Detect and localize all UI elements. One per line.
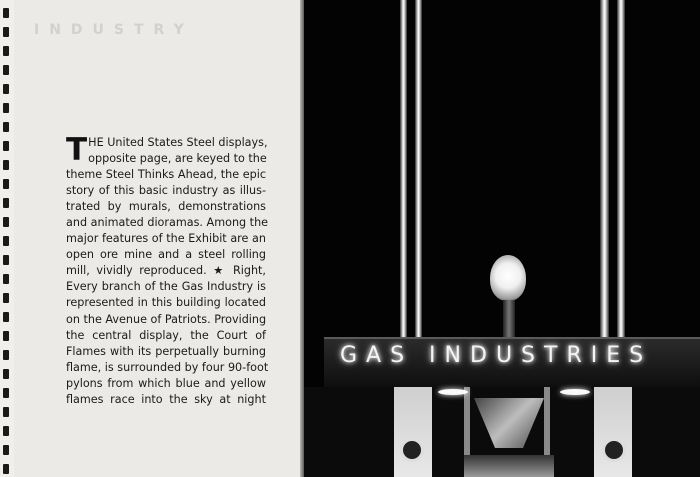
- text-line: major features of the Exhibit are an: [66, 232, 266, 246]
- text-line: theme Steel Thinks Ahead, the epic: [66, 168, 266, 182]
- entrance-floor: [464, 455, 554, 477]
- court-of-flames-flame: [490, 255, 526, 301]
- text-line: story of this basic industry as illus-: [66, 184, 266, 198]
- pylon-left-inner: [415, 0, 422, 340]
- show-through-heading: INDUSTRY: [34, 22, 194, 38]
- porthole-window: [400, 438, 424, 462]
- building-sign: GAS INDUSTRIES: [340, 343, 653, 368]
- pylon-left-outer: [400, 0, 407, 340]
- spiral-binding: [0, 0, 14, 477]
- binding-hole: [3, 464, 9, 474]
- ceiling-light: [560, 389, 590, 395]
- right-page-photo: [304, 0, 700, 477]
- pylon-right-inner: [600, 0, 609, 340]
- porthole-window: [602, 438, 626, 462]
- binding-hole: [3, 388, 9, 398]
- binding-hole: [3, 103, 9, 113]
- binding-hole: [3, 255, 9, 265]
- binding-hole: [3, 160, 9, 170]
- text-line: opposite page, are keyed to the: [88, 152, 267, 166]
- binding-hole: [3, 426, 9, 436]
- text-line: HE United States Steel displays,: [88, 136, 268, 149]
- pylon-right-outer: [617, 0, 625, 340]
- text-line: mill, vividly reproduced. ★ Right,: [66, 264, 266, 278]
- binding-hole: [3, 198, 9, 208]
- text-line: Every branch of the Gas Industry is: [66, 280, 266, 294]
- binding-hole: [3, 293, 9, 303]
- binding-hole: [3, 312, 9, 322]
- text-line: represented in this building located: [66, 296, 266, 310]
- text-line: flames race into the sky at night: [66, 392, 266, 406]
- facade-wall-right: [594, 387, 632, 477]
- binding-hole: [3, 369, 9, 379]
- binding-hole: [3, 122, 9, 132]
- drop-cap: T: [66, 132, 88, 168]
- ceiling-light: [438, 389, 468, 395]
- binding-hole: [3, 27, 9, 37]
- binding-hole: [3, 141, 9, 151]
- text-line: the central display, the Court of: [66, 328, 266, 342]
- binding-hole: [3, 179, 9, 189]
- flame-burner: [503, 300, 515, 338]
- facade-wall-left: [394, 387, 432, 477]
- binding-hole: [3, 217, 9, 227]
- body-text: [66, 132, 269, 408]
- binding-hole: [3, 350, 9, 360]
- binding-hole: [3, 445, 9, 455]
- binding-hole: [3, 46, 9, 56]
- binding-hole: [3, 274, 9, 284]
- text-line: flame, is surrounded by four 90-foot: [66, 360, 269, 374]
- text-line: and animated dioramas. Among the: [66, 216, 269, 230]
- text-line: open ore mine and a steel rolling: [66, 248, 266, 262]
- binding-hole: [3, 407, 9, 417]
- text-line: pylons from which blue and yellow: [66, 376, 266, 390]
- binding-hole: [3, 8, 9, 18]
- binding-hole: [3, 65, 9, 75]
- text-line: trated by murals, demonstrations: [66, 200, 266, 214]
- binding-hole: [3, 331, 9, 341]
- binding-hole: [3, 236, 9, 246]
- text-line: on the Avenue of Patriots. Providing: [66, 312, 267, 326]
- binding-hole: [3, 84, 9, 94]
- text-line: Flames with its perpetually burning: [66, 344, 266, 358]
